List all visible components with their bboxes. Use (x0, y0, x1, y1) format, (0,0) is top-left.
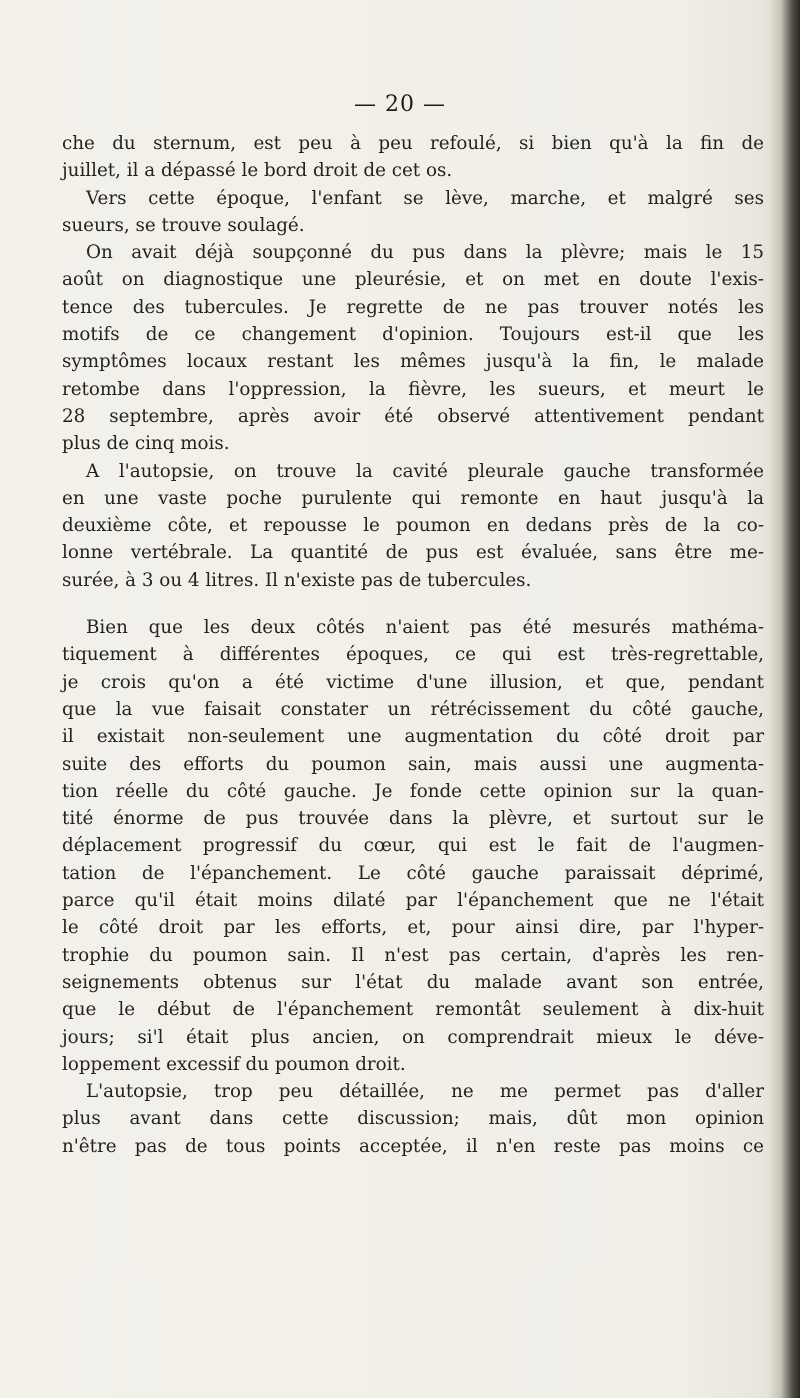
text-line: symptômes locaux restant les mêmes jusqu'à la fin, le malade (62, 351, 764, 373)
text-line: seignements obtenus sur l'état du malade avant son entrée, (62, 971, 764, 993)
page-edge-shadow (768, 0, 800, 1398)
text-line: en une vaste poche purulente qui remonte en haut jusqu'à la (62, 487, 764, 509)
text-line: plus de cinq mois. (62, 433, 230, 455)
text-line: il existait non-seulement une augmentation du côté droit par (62, 726, 764, 748)
paragraph (62, 614, 764, 1078)
text-line: parce qu'il était moins dilaté par l'épanchement que ne l'était (62, 890, 764, 912)
text-line: L'autopsie, trop peu détaillée, ne me permet pas d'aller (86, 1081, 764, 1103)
text-line: déplacement progressif du cœur, qui est le fait de l'augmen- (62, 835, 764, 857)
text-line: A l'autopsie, on trouve la cavité pleurale gauche transformée (86, 460, 764, 482)
text-line: surée, à 3 ou 4 litres. Il n'existe pas de tubercules. (62, 569, 532, 591)
paragraph (62, 1078, 764, 1160)
text-line: loppement excessif du poumon droit. (62, 1053, 406, 1075)
text-line: trophie du poumon sain. Il n'est pas certain, d'après les ren- (62, 944, 764, 966)
text-line: que le début de l'épanchement remontât seulement à dix-huit (62, 999, 764, 1021)
text-line: juillet, il a dépassé le bord droit de cet os. (62, 160, 453, 182)
text-line: che du sternum, est peu à peu refoulé, si bien qu'à la fin de (62, 133, 764, 154)
paragraph (62, 185, 764, 240)
text-line: Vers cette époque, l'enfant se lève, marche, et malgré ses (86, 187, 764, 209)
text-line: motifs de ce changement d'opinion. Toujours est-il que les (62, 324, 764, 346)
page-number: — 20 — (354, 92, 446, 117)
text-line: que la vue faisait constater un rétrécissement du côté gauche, (62, 698, 764, 720)
text-line: août on diagnostique une pleurésie, et on met en doute l'exis- (62, 269, 764, 291)
text-line: tation de l'épanchement. Le côté gauche paraissait déprimé, (62, 862, 764, 884)
text-line: tiquement à différentes époques, ce qui est très-regrettable, (62, 644, 764, 666)
text-line: jours; si'l était plus ancien, on comprendrait mieux le déve- (62, 1026, 764, 1048)
paragraph (62, 130, 764, 185)
paragraph (62, 458, 764, 594)
text-line: le côté droit par les efforts, et, pour ainsi dire, par l'hyper- (62, 917, 764, 939)
text-line: lonne vertébrale. La quantité de pus est évaluée, sans être me- (62, 542, 764, 564)
text-line: On avait déjà soupçonné du pus dans la plèvre; mais le 15 (86, 242, 764, 264)
text-line: sueurs, se trouve soulagé. (62, 214, 305, 236)
text-line: Bien que les deux côtés n'aient pas été mesurés mathéma- (86, 617, 764, 639)
text-line: tité énorme de pus trouvée dans la plèvre, et surtout sur le (62, 808, 764, 830)
text-line: n'être pas de tous points acceptée, il n'en reste pas moins ce (62, 1135, 764, 1157)
text-line: suite des efforts du poumon sain, mais aussi une augmenta- (62, 753, 764, 775)
body-text (62, 130, 764, 1160)
text-line: plus avant dans cette discussion; mais, dût mon opinion (62, 1108, 764, 1130)
text-line: deuxième côte, et repousse le poumon en dedans près de la co- (62, 515, 764, 537)
paragraph-gap (62, 594, 764, 614)
text-line: je crois qu'on a été victime d'une illusion, et que, pendant (62, 671, 764, 693)
text-line: tence des tubercules. Je regrette de ne pas trouver notés les (62, 296, 764, 318)
text-line: retombe dans l'oppression, la fièvre, les sueurs, et meurt le (62, 378, 764, 400)
text-line: tion réelle du côté gauche. Je fonde cette opinion sur la quan- (62, 780, 764, 802)
text-line: 28 septembre, après avoir été observé attentivement pendant (62, 405, 764, 427)
paragraph (62, 239, 764, 457)
